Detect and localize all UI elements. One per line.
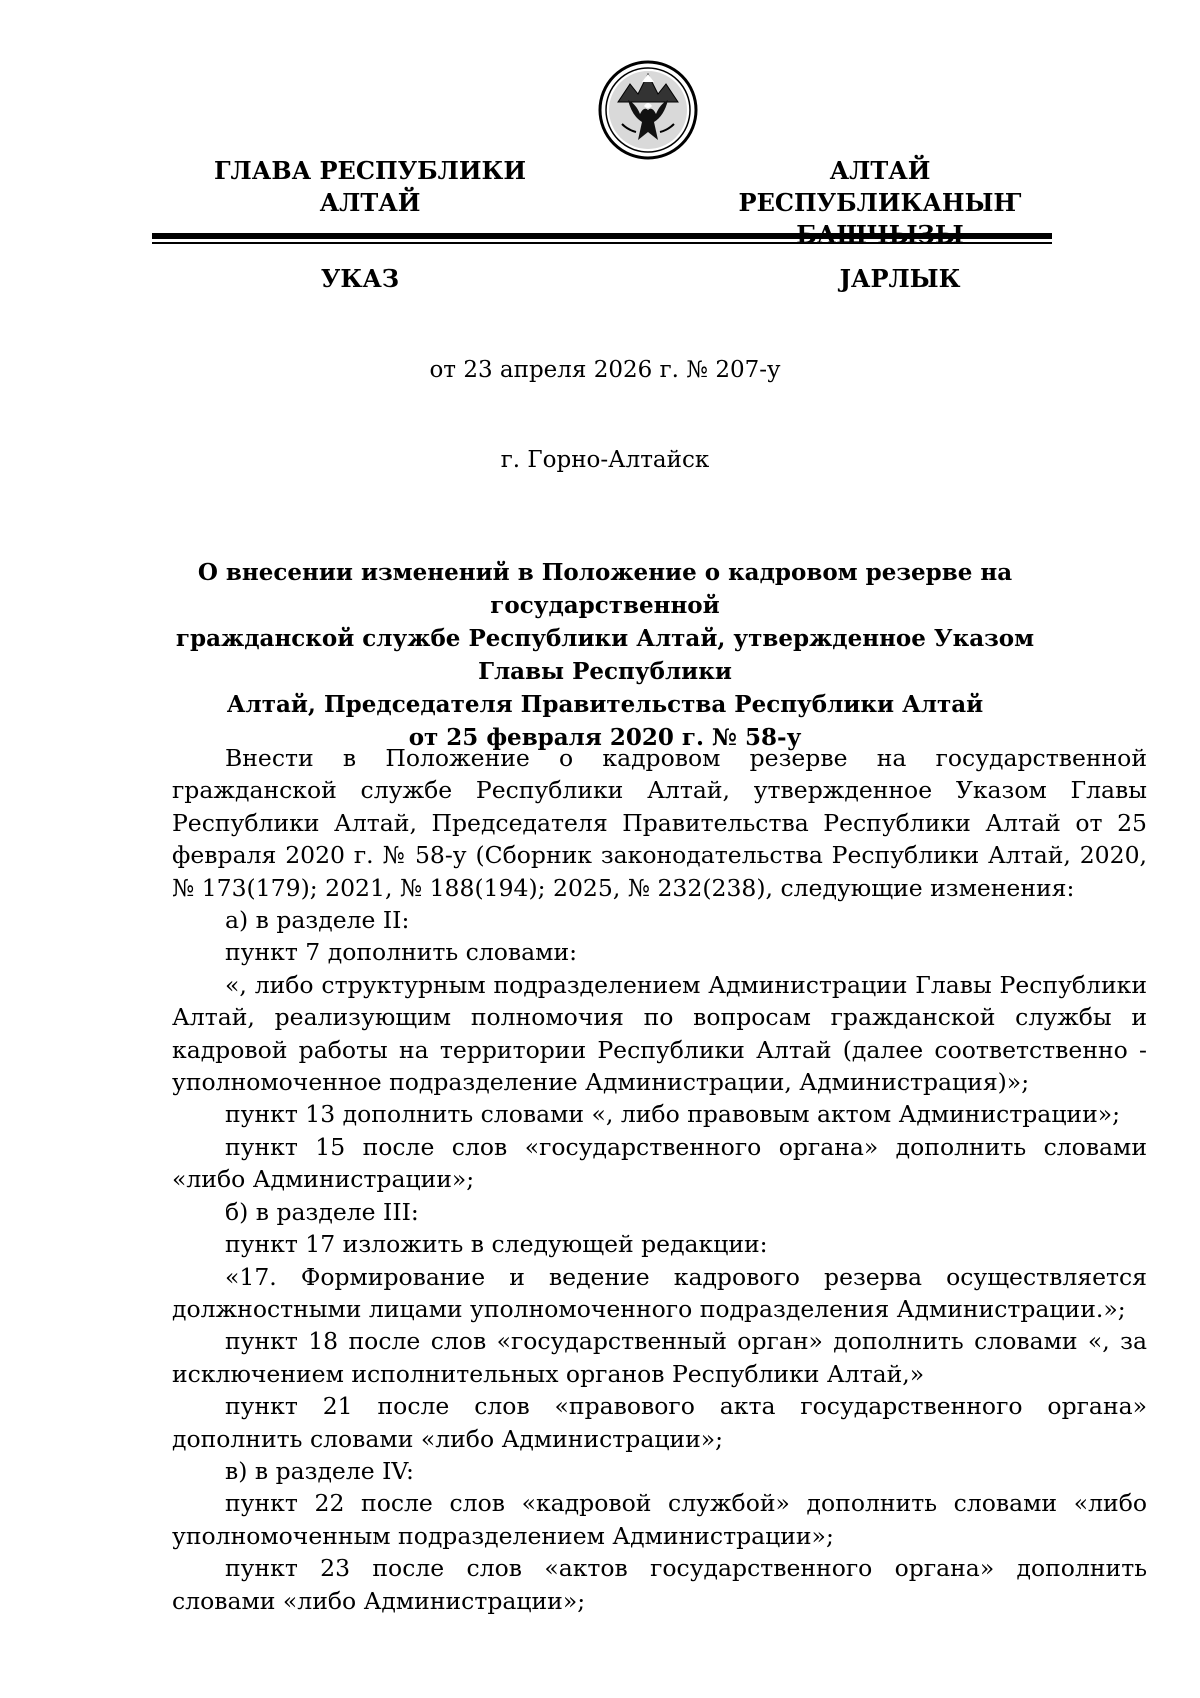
document-title [150, 556, 1060, 754]
header-divider-thin [152, 242, 1052, 244]
body-paragraph: «17. Формирование и ведение кадрового резерва осуществляется должностными лицами уполномоченного подразделения Администрации.»; [172, 1262, 1147, 1323]
body-paragraph: пункт 23 после слов «актов государственного органа» дополнить словами «либо Администрации»; [172, 1554, 1147, 1615]
body-paragraph: а) в разделе II: [225, 906, 410, 935]
title-line: гражданской службе Республики Алтай, утвержденное Указом Главы Республики [175, 625, 1035, 685]
body-paragraph: в) в разделе IV: [225, 1456, 414, 1485]
decree-date-line: от 23 апреля 2026 г. № 207-у [429, 357, 781, 383]
body-paragraph: пункт 7 дополнить словами: [225, 938, 578, 967]
decree-city: г. Горно-Алтайск [500, 447, 710, 473]
body-paragraph: Внести в Положение о кадровом резерве на государственной гражданской службе Республики Алтай, утвержденное Указом Главы Республики Алтай, Председателя Правительства Республики Алтай от 25 февраля 2020 г. № 58-у (Сборник законодательства Республики Алтай, 2020, № 173(179); 2021, № 188(194); 2025, № 232(238), следующие изменения: [172, 744, 1147, 902]
header-left-title: ГЛАВА РЕСПУБЛИКИ АЛТАЙ [213, 156, 527, 217]
body-paragraph: пункт 22 после слов «кадровой службой» дополнить словами «либо уполномоченным подразделением Администрации»; [172, 1489, 1147, 1550]
header-right-title-line1: АЛТАЙ РЕСПУБЛИКАНЫҤ [738, 156, 1022, 217]
title-line: Алтай, Председателя Правительства Республики Алтай [226, 691, 984, 718]
decree-label-ru: УКАЗ [320, 264, 400, 293]
body-paragraph: «, либо структурным подразделением Администрации Главы Республики Алтай, реализующим полномочия по вопросам гражданской службы и кадровой работы на территории Республики Алтай (далее соответственно - уполномоченное подразделение Администрации, Администрация)»; [172, 970, 1147, 1097]
title-line: О внесении изменений в Положение о кадровом резерве на государственной [197, 559, 1013, 619]
body-paragraph: б) в разделе III: [225, 1197, 419, 1226]
body-paragraph: пункт 15 после слов «государственного органа» дополнить словами «либо Администрации»; [172, 1132, 1147, 1194]
header-divider-thick [152, 233, 1052, 239]
body-paragraph: пункт 18 после слов «государственный орган» дополнить словами «, за исключением исполнительных органов Республики Алтай,» [172, 1327, 1147, 1388]
title-line: от 25 февраля 2020 г. № 58-у [408, 724, 802, 751]
document-body [172, 742, 1147, 1617]
republic-altai-emblem-icon [598, 60, 698, 160]
body-paragraph: пункт 21 после слов «правового акта государственного органа» дополнить словами «либо Администрации»; [172, 1392, 1147, 1453]
body-paragraph: пункт 13 дополнить словами «, либо правовым актом Администрации»; [225, 1100, 1121, 1129]
body-paragraph: пункт 17 изложить в следующей редакции: [225, 1230, 768, 1259]
decree-label-alt: ЈАРЛЫК [839, 264, 961, 293]
